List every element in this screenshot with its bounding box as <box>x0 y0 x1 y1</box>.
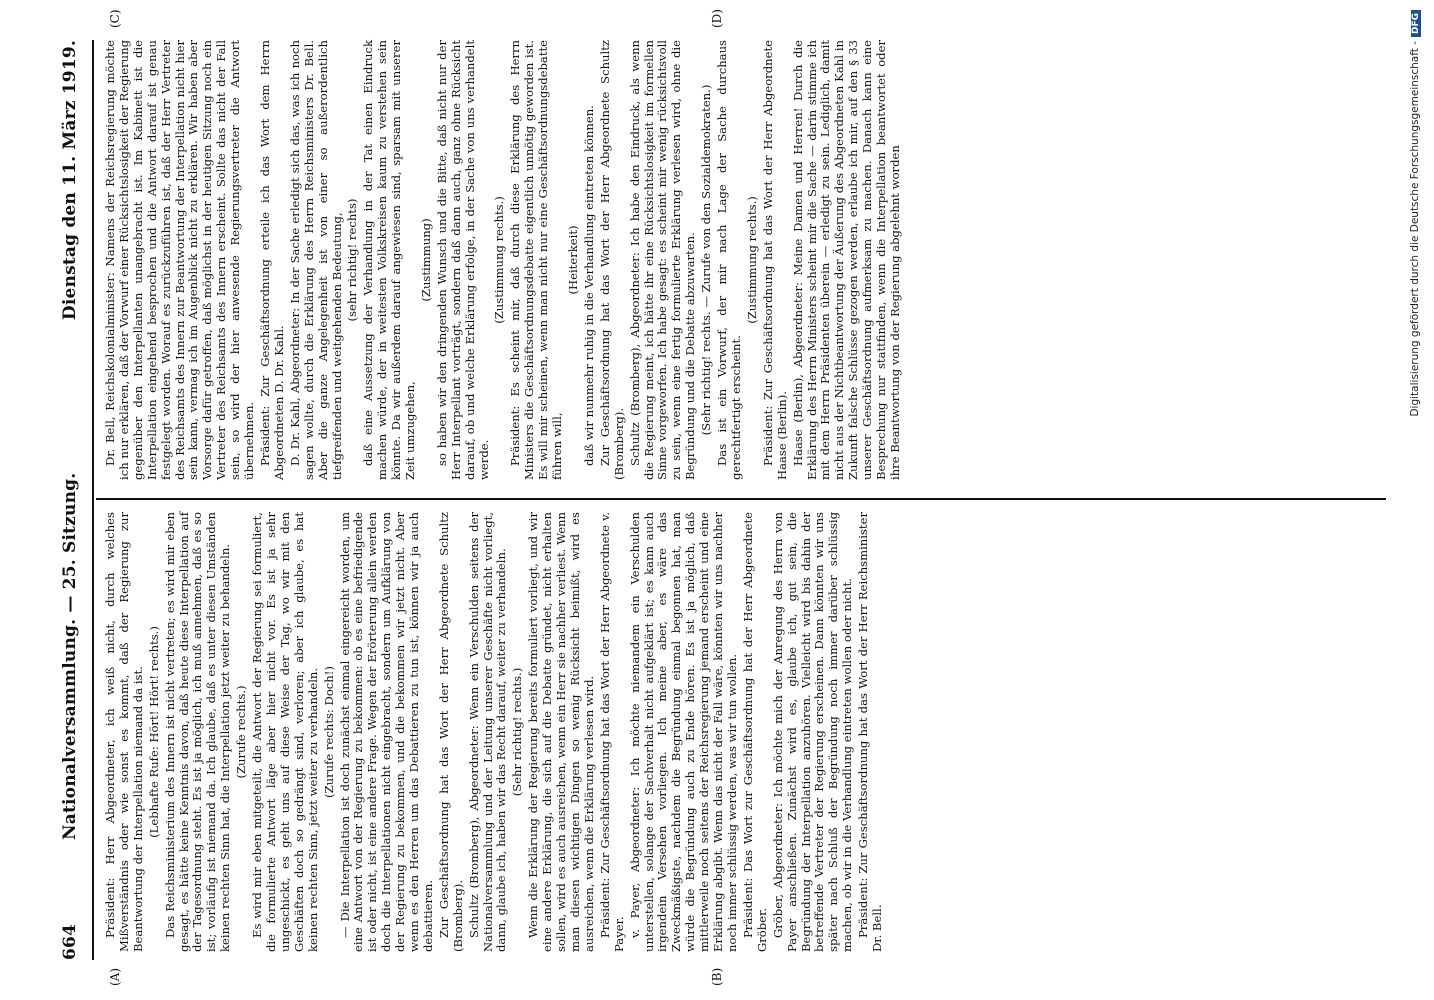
credit-text: Digitalisierung gefördert durch die Deutsche Forschungsgemeinschaft - <box>1409 41 1421 417</box>
paragraph: Präsident: Zur Geschäftsordnung hat das Wort der Herr Reichsminister Dr. Bell. <box>856 512 885 952</box>
column-divider <box>96 498 1386 500</box>
paragraph: Das ist ein Vorwurf, der mir nach Lage der Sache durchaus gerechtfertigt erscheint. <box>715 40 743 480</box>
margin-mark-a: (A) <box>108 967 122 986</box>
margin-mark-b: (B) <box>710 967 724 986</box>
interjection: (Zustimmung rechts.) <box>492 196 507 324</box>
paragraph: — Die Interpellation ist doch zunächst einmal eingereicht worden, um eine Antwort von der Regierung zu bekommen: ob es eine befriedigende ist oder nicht, ist eine andere Frage. Wegen der Erörterung allein werden doch die Interpellationen nicht eingebracht, sondern um Aufklärung von der Regierung zu bekommen, und die bekommen wir jetzt nicht. Aber wenn es den Herren um das Debattieren zu tun ist, können wir ja auch debattieren. <box>337 512 435 952</box>
paragraph: Zur Geschäftsordnung hat das Wort der Herr Abgeordnete Schultz (Bromberg). <box>436 512 465 952</box>
paragraph: Präsident: Herr Abgeordneter, ich weiß nicht, durch welches Mißverständnis oder wie sonst es kommt, daß der Regierung zur Beantwortung der Interpellation niemand da ist. <box>103 512 145 952</box>
paragraph: Haase (Berlin), Abgeordneter: Meine Damen und Herren! Durch die Erklärung des Herrn Ministers scheint mir die Sache — darin stimme ich mit dem Herrn Präsidenten überein — erledigt zu sein. Lediglich, damit nicht aus der Nichtbeantwortung der Äußerung des Abgeordneten Kahl in Zukunft falsche Schlüsse gezogen werden, erlaube ich mir, auf den § 33 unserer Geschäftsordnung aufmerksam zu machen. Danach kann eine Besprechung nur stattfinden, wenn die Interpellation beantwortet oder ihre Beantwortung von der Regierung abgelehnt worden <box>790 40 902 480</box>
paragraph: v. Payer, Abgeordneter: Ich möchte niemandem ein Verschulden unterstellen, solange der Sachverhalt nicht aufgeklärt ist; es kann auch irgendein Versehen vorliegen. Ich meine aber, es wäre das Zweckmäßigste, nachdem die Begründung einmal begonnen hat, man würde die Begründung auch zu Ende hören. Es ist ja möglich, daß mittlerweile noch seitens der Reichsregierung jemand erscheint und eine Erklärung abgibt. Wenn das nicht der Fall wäre, könnten wir uns nachher noch immer schlüssig werden, was wir tun wollen. <box>627 512 739 952</box>
interjection: (Zustimmung rechts.) <box>744 196 759 324</box>
session-title: Nationalversammlung. — 25. Sitzung. <box>60 472 80 840</box>
interjection: (Sehr richtig! rechts.) <box>510 667 525 797</box>
paragraph: daß eine Aussetzung der Verhandlung in der Tat einen Eindruck machen würde, der in weitesten Volkskreisen kaum zu verstehen sein könnte. Da wir außerdem darauf angewiesen sind, sparsam mit unserer Zeit umzugehen, <box>361 40 418 480</box>
paragraph: Schultz (Bromberg), Abgeordneter: Ich habe den Eindruck, als wenn die Regierung meint, ich hätte ihr eine Rücksichtslosigkeit im formellen Sinne vorgeworfen. Ich habe gesagt: es scheint mir wenig rücksichtsvoll zu sein, wenn eine fertig formulierte Erklärung verlesen wird, ohne die Begründung und die Debatte abzuwarten. <box>627 40 698 480</box>
page-header <box>60 40 90 960</box>
paragraph: Schultz (Bromberg), Abgeordneter: Wenn ein Verschulden seitens der Nationalversammlung und der Leitung unserer Geschäfte nicht vorliegt, dann, glaube ich, haben wir das Recht darauf, weiter zu verhandeln. <box>466 512 509 952</box>
page-number: 664 <box>60 923 80 960</box>
paragraph: Präsident: Es scheint mir, daß durch diese Erklärung des Herrn Ministers die Geschäftsordnungsdebatte eigentlich unnötig geworden ist. Es will mir scheinen, wenn man nicht nur eine Geschäftsordnungsdebatte führen will, <box>508 40 565 480</box>
paragraph: Gröber, Abgeordneter: Ich möchte mich der Anregung des Herrn von Payer anschließen. Zunächst wird es, glaube ich, gut sein, die Begründung der Interpellation anzuhören. Vielleicht wird bis dahin der betreffende Vertreter der Regierung erscheinen. Dann könnten wir uns später nach Schluß der Begründung noch immer darüber schlüssig machen, ob wir in die Verhandlung eintreten wollen oder nicht. <box>770 512 855 952</box>
session-date: Dienstag den 11. März 1919. <box>60 40 80 321</box>
margin-mark-d: (D) <box>710 9 724 28</box>
interjection: (sehr richtig! rechts) <box>345 198 360 322</box>
paragraph: so haben wir den dringenden Wunsch und die Bitte, daß nicht nur der Herr Interpellant vorträgt, sondern daß dann auch, ganz ohne Rücksicht darauf, ob und welche Erklärung erfolge, in der Sache von uns verhandelt werde. <box>434 40 491 480</box>
paragraph: Präsident: Zur Geschäftsordnung hat das Wort der Herr Abgeordnete v. Payer. <box>597 512 626 952</box>
paragraph: Zur Geschäftsordnung hat das Wort der Herr Abgeordnete Schultz (Bromberg). <box>597 40 626 480</box>
paragraph: Präsident: Das Wort zur Geschäftsordnung hat der Herr Abgeordnete Gröber. <box>740 512 769 952</box>
margin-mark-c: (C) <box>108 9 122 28</box>
paragraph: Dr. Bell, Reichskolonialminister: Namens der Reichsregierung möchte ich nur erklären, daß der Vorwurf einer Rücksichtslosigkeit der Regierung gegenüber den Interpellanten unangebracht ist. Im Kabinett ist die Interpellation eingehend besprochen und die Antwort darauf ist genau festgelegt worden. Worauf es zurückzuführen ist, daß der Herr Vertreter des Reichsamts des Innern zur Beantwortung der Interpellation nicht hier sein kann, vermag ich im Augenblick nicht zu erklären. Wir haben aber Vorsorge dafür getroffen, daß möglichst in der heutigen Sitzung noch ein Vertreter des Reichsamts des Innern erscheint. Sollte das nicht der Fall sein, so wird der hier anwesende Regierungsvertreter die Antwort übernehmen. <box>103 40 257 480</box>
paragraph: D. Dr. Kahl, Abgeordneter: In der Sache erledigt sich das, was ich noch sagen wollte, durch die Erklärung des Herrn Reichsministers Dr. Bell. Aber die ganze Angelegenheit ist von einer so außerordentlich tiefgreifenden und weitgehenden Bedeutung, <box>287 40 344 480</box>
dfg-logo: DFG <box>1411 10 1421 37</box>
digitization-credit <box>1408 0 1430 1000</box>
interjection: (Zurufe rechts.) <box>234 685 249 779</box>
left-column <box>104 512 887 952</box>
header-rule <box>92 40 94 960</box>
paragraph: Es wird mir eben mitgeteilt, die Antwort der Regierung sei formuliert, die formulierte Antwort läge aber hier nicht vor. Es ist ja sehr ungeschickt, es geht uns auf diese Weise der Tag, wo wir mit den Geschäften doch so gedrängt sind, verloren; aber ich glaube, es hat keinen rechten Sinn, jetzt weiter zu verhandeln. <box>250 512 320 952</box>
paragraph: Präsident: Zur Geschäftsordnung hat das Wort der Herr Abgeordnete Haase (Berlin). <box>760 40 789 480</box>
paragraph: daß wir nunmehr ruhig in die Verhandlung eintreten können. <box>581 105 596 466</box>
right-column <box>104 40 905 480</box>
paragraph: Wenn die Erklärung der Regierung bereits formuliert vorliegt, und wir eine andere Erklärung, die sich auf die Debatte gründet, nicht erhalten sollen, wird es auch ausreichen, wenn ein Herr sie nachher verliest. Wenn man diesen wichtigen Dingen so wenig Rücksicht beimißt, wird es ausreichen, wenn die Erklärung verlesen wird. <box>526 512 596 952</box>
interjection: (Zurufe rechts: Doch!) <box>321 666 336 798</box>
interjection: (Heiterkeit) <box>566 225 580 295</box>
paragraph: Präsident: Zur Geschäftsordnung erteile ich das Wort dem Herrn Abgeordneten D. Dr. Kahl. <box>257 40 286 480</box>
paragraph: Das Reichsministerium des Innern ist nicht vertreten; es wird mir eben gesagt, es hätte keine Kenntnis davon, daß heute diese Interpellation auf der Tagesordnung steht. Es ist ja möglich, ich muß annehmen, daß es so ist; vorläufig ist niemand da. Ich glaube, daß es unter diesen Umständen keinen rechten Sinn hat, die Interpellation jetzt weiter zu behandeln. <box>162 512 233 952</box>
interjection: (Lebhafte Rufe: Hört! Hört! rechts.) <box>146 626 161 838</box>
interjection: (Zustimmung) <box>418 218 433 302</box>
interjection: (Sehr richtig! rechts. — Zurufe von den Sozialdemokraten.) <box>699 84 714 436</box>
